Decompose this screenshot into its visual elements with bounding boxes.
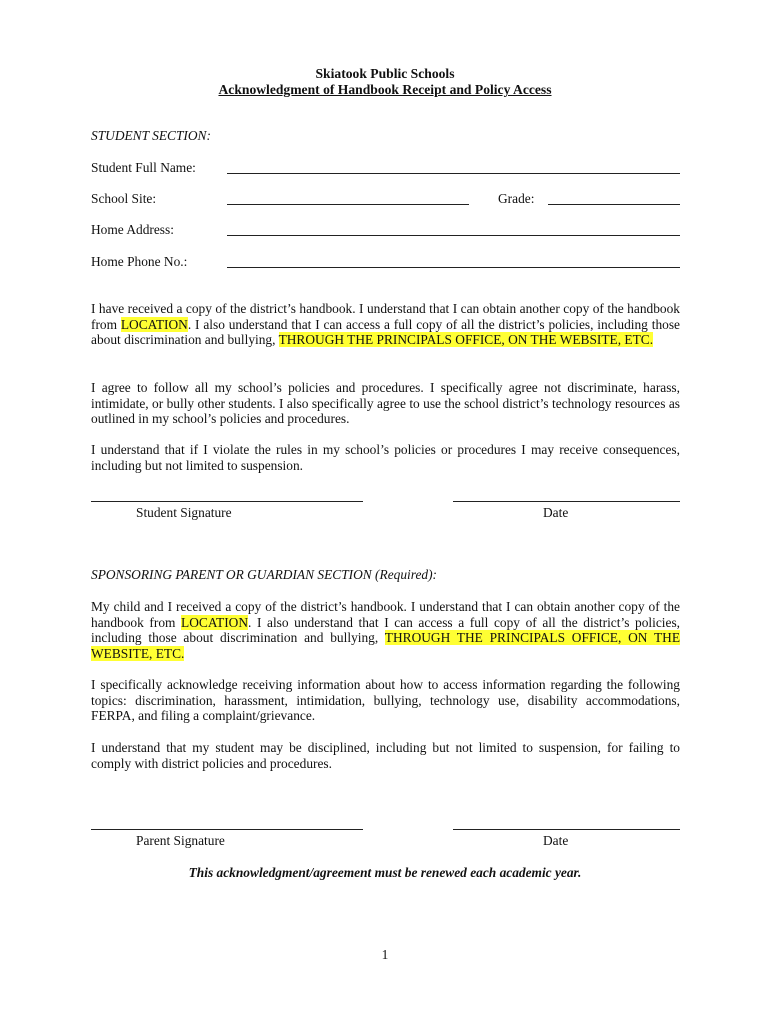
- parent-paragraph-topics: I specifically acknowledge receiving information about how to access information regarding the following topics: discrimination, harassment, intimidation, bullying, technology use, disability accommodations, FERPA, and filing a complaint/grievance.: [91, 677, 680, 724]
- grade-field[interactable]: [548, 204, 680, 205]
- parent-access-highlight: THROUGH THE PRINCIPALS OFFICE, ON THE WEBSITE, ETC.: [91, 630, 681, 661]
- student-signature-line[interactable]: [91, 501, 363, 502]
- parent-date-line[interactable]: [453, 829, 680, 830]
- home-address-label: Home Address:: [91, 222, 174, 237]
- student-access-highlight: THROUGH THE PRINCIPALS OFFICE, ON THE WEBSITE, ETC.: [278, 332, 654, 348]
- student-paragraph-agreement: I agree to follow all my school’s policies and procedures. I specifically agree not discriminate, harass, intimidate, or bully other students. I also specifically agree to use the school district’s technology resources as outlined in my school’s policies and procedures.: [91, 380, 680, 427]
- parent-section-heading: SPONSORING PARENT OR GUARDIAN SECTION (Required):: [91, 567, 438, 582]
- renewal-notice: This acknowledgment/agreement must be renewed each academic year.: [188, 865, 582, 880]
- document-subtitle: Acknowledgment of Handbook Receipt and Policy Access: [218, 82, 552, 97]
- student-paragraph-consequences: I understand that if I violate the rules in my school’s policies or procedures I may receive consequences, including but not limited to suspension.: [91, 442, 680, 473]
- student-signature-label: Student Signature: [136, 505, 232, 520]
- student-paragraph-handbook: [91, 301, 680, 348]
- student-paragraph-text-1: I have received a copy of the district’s handbook. I understand that I can obtain another copy of the handbook from: [91, 301, 680, 332]
- student-full-name-label: Student Full Name:: [91, 160, 196, 175]
- parent-date-label: Date: [543, 833, 569, 848]
- student-section-heading: STUDENT SECTION:: [91, 128, 211, 143]
- student-paragraph-text-2: . I also understand that I can access a full copy of all the district’s policies, including those about discrimination and bullying,: [91, 316, 680, 348]
- page-number: 1: [381, 947, 389, 962]
- home-phone-label: Home Phone No.:: [91, 254, 188, 269]
- student-date-line[interactable]: [453, 501, 680, 502]
- parent-paragraph-discipline: I understand that my student may be disciplined, including but not limited to suspension, for failing to comply with district policies and procedures.: [91, 740, 680, 771]
- school-site-field[interactable]: [227, 204, 469, 205]
- school-site-label: School Site:: [91, 191, 157, 206]
- parent-paragraph-handbook: [91, 599, 680, 661]
- grade-label: Grade:: [498, 191, 535, 206]
- parent-signature-label: Parent Signature: [136, 833, 225, 848]
- student-location-highlight: LOCATION: [120, 316, 188, 332]
- document-title: Skiatook Public Schools: [315, 66, 455, 81]
- parent-paragraph-text-2: . I also understand that I can access a full copy of all the district’s policies, including those about discrimination and bullying,: [91, 614, 680, 646]
- parent-paragraph-text-1: My child and I received a copy of the district’s handbook. I understand that I can obtain another copy of the handbook from: [91, 599, 680, 630]
- home-address-field[interactable]: [227, 235, 680, 236]
- parent-signature-line[interactable]: [91, 829, 363, 830]
- student-full-name-field[interactable]: [227, 173, 680, 174]
- parent-location-highlight: LOCATION: [181, 614, 248, 630]
- home-phone-field[interactable]: [227, 267, 680, 268]
- student-date-label: Date: [543, 505, 569, 520]
